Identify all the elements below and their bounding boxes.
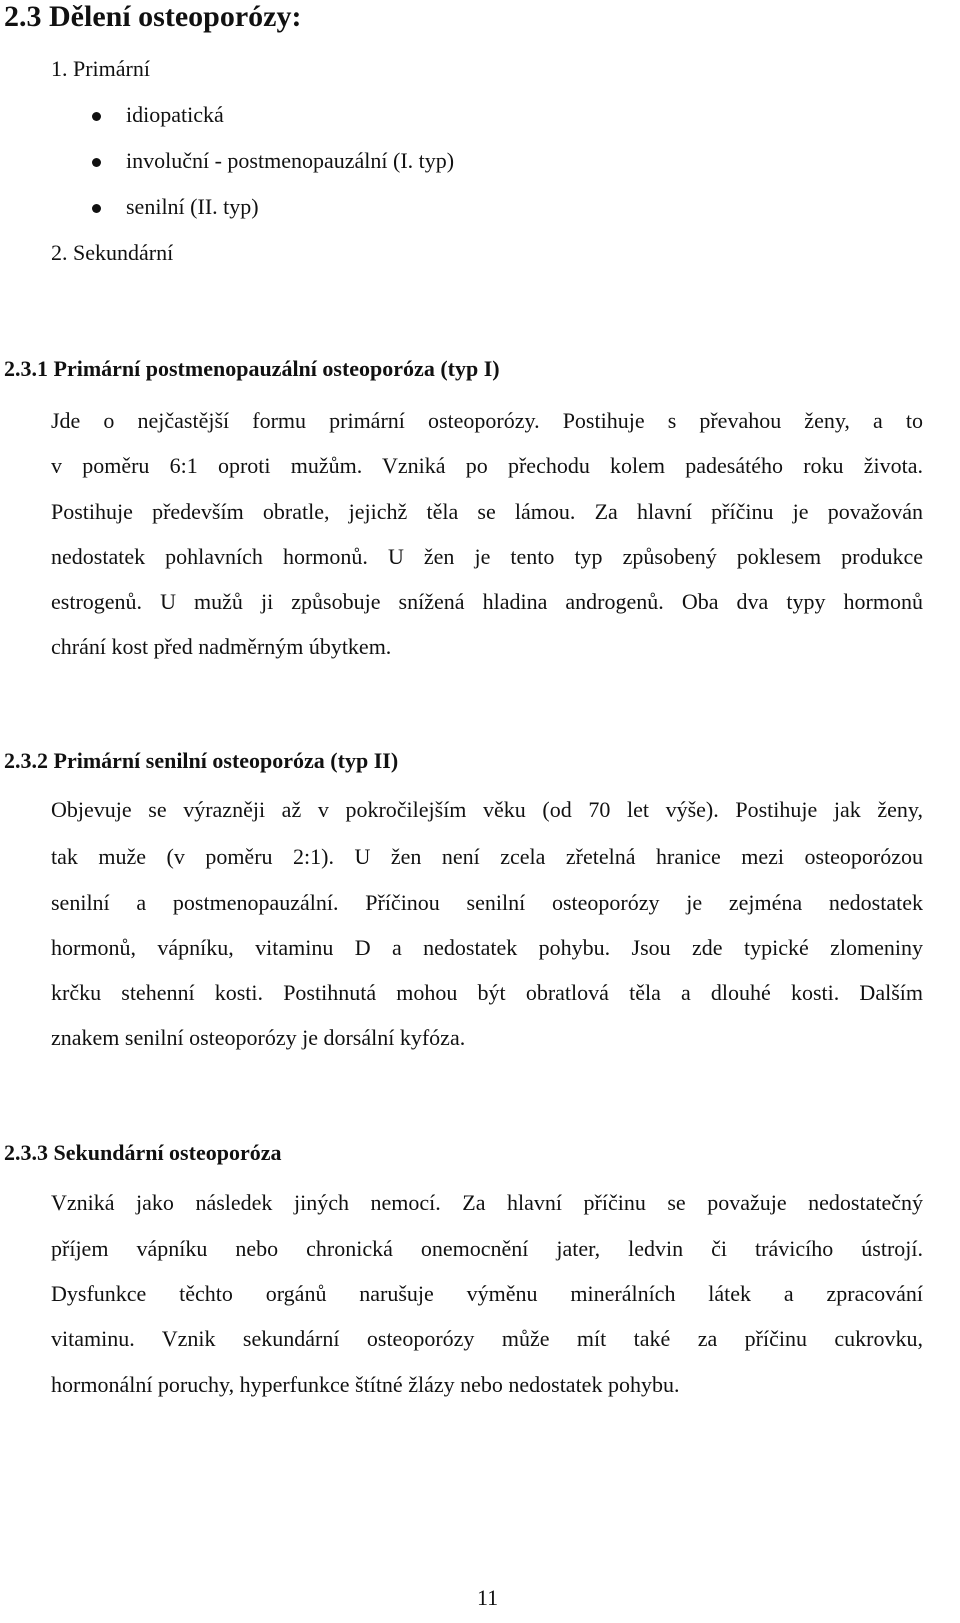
- bullet-item: senilní (II. typ): [126, 194, 259, 219]
- paragraph-line: Dysfunkce těchto orgánů narušuje výměnu minerálních látek a zpracování: [51, 1281, 923, 1306]
- section-title: 2.3 Dělení osteoporózy:: [4, 0, 302, 33]
- paragraph-line: estrogenů. U mužů ji způsobuje snížená hladina androgenů. Oba dva typy hormonů: [51, 589, 923, 614]
- bullet-item: idiopatická: [126, 102, 224, 127]
- paragraph-line: vitaminu. Vznik sekundární osteoporózy může mít také za příčinu cukrovku,: [51, 1326, 923, 1351]
- paragraph-line: znakem senilní osteoporózy je dorsální kyfóza.: [51, 1025, 466, 1050]
- subsection-heading: 2.3.3 Sekundární osteoporóza: [4, 1140, 282, 1165]
- paragraph-line: krčku stehenní kosti. Postihnutá mohou být obratlová těla a dlouhé kosti. Dalším: [51, 980, 923, 1005]
- paragraph-line: Vzniká jako následek jiných nemocí. Za hlavní příčinu se považuje nedostatečný: [51, 1190, 923, 1215]
- paragraph-line: Objevuje se výrazněji až v pokročilejším věku (od 70 let výše). Postihuje jak ženy,: [51, 797, 923, 822]
- paragraph-line: hormonální poruchy, hyperfunkce štítné žlázy nebo nedostatek pohybu.: [51, 1372, 680, 1397]
- subsection-heading: 2.3.2 Primární senilní osteoporóza (typ II): [4, 748, 399, 773]
- subsection-heading: 2.3.1 Primární postmenopauzální osteoporóza (typ I): [4, 356, 500, 381]
- paragraph-line: příjem vápníku nebo chronická onemocnění jater, ledvin či trávicího ústrojí.: [51, 1236, 923, 1261]
- paragraph-line: Postihuje především obratle, jejichž těla se lámou. Za hlavní příčinu je považován: [51, 499, 923, 524]
- bullet-icon: [92, 204, 101, 213]
- paragraph-line: Jde o nejčastější formu primární osteoporózy. Postihuje s převahou ženy, a to: [51, 408, 923, 433]
- bullet-item: involuční - postmenopauzální (I. typ): [126, 148, 455, 173]
- paragraph-line: nedostatek pohlavních hormonů. U žen je tento typ způsobený poklesem produkce: [51, 544, 923, 569]
- list-item-secondary: 2. Sekundární: [51, 240, 174, 265]
- paragraph-line: hormonů, vápníku, vitaminu D a nedostatek pohybu. Jsou zde typické zlomeniny: [51, 935, 923, 960]
- bullet-icon: [92, 158, 101, 167]
- list-item-primary: 1. Primární: [51, 56, 150, 81]
- bullet-icon: [92, 112, 101, 121]
- paragraph-line: chrání kost před nadměrným úbytkem.: [51, 634, 392, 659]
- paragraph-line: v poměru 6:1 oproti mužům. Vzniká po přechodu kolem padesátého roku života.: [51, 453, 923, 478]
- page-number: 11: [477, 1585, 499, 1610]
- paragraph-line: tak muže (v poměru 2:1). U žen není zcela zřetelná hranice mezi osteoporózou: [51, 844, 923, 869]
- paragraph-line: senilní a postmenopauzální. Příčinou senilní osteoporózy je zejména nedostatek: [51, 890, 923, 915]
